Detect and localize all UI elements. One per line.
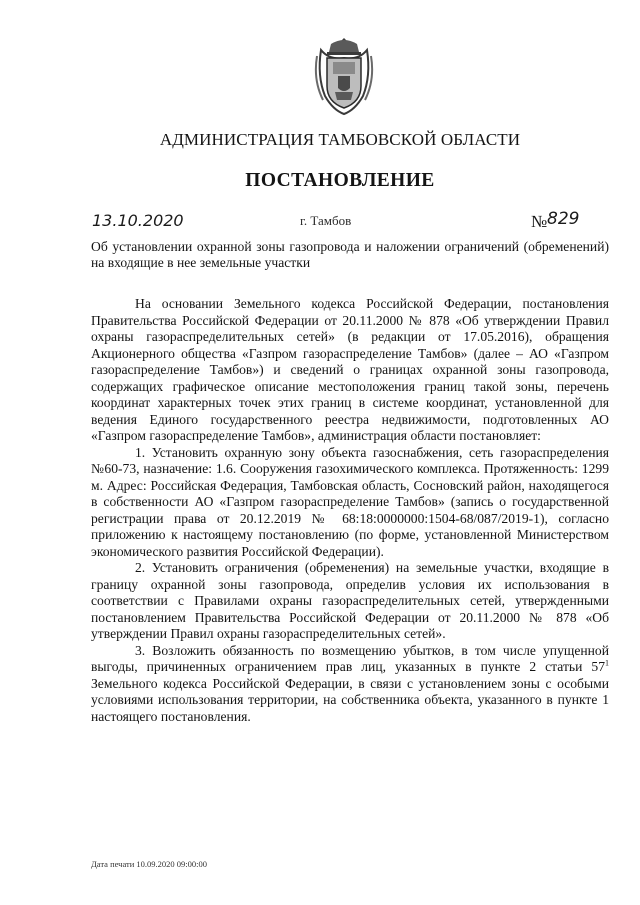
- document-body: [91, 296, 609, 725]
- item-3-paragraph: [91, 643, 609, 726]
- preamble-paragraph: На основании Земельного кодекса Российской Федерации, постановления Правительства Российской Федерации от 20.11.2000 № 878 «Об утверждении Правил охраны газораспределительных сетей» (в редакции от 17.05.2016), обращения Акционерного общества «Газпром газораспределение Тамбов» (далее – АО «Газпром газораспределение Тамбов») и сведений о границах охранной зоны газопровода, содержащих графическое описание местоположения границ такой зоны, перечень координат характерных точек этих границ в системе координат, установленной для ведения Единого государственного реестра недвижимости, подготовленных АО «Газпром газораспределение Тамбов», администрация области постановляет:: [91, 296, 609, 443]
- document-number: 829: [547, 209, 580, 229]
- document-city: г. Тамбов: [300, 213, 352, 228]
- number-label: №: [531, 212, 548, 231]
- document-type: ПОСТАНОВЛЕНИЕ: [245, 170, 435, 191]
- item-3-superscript: 1: [605, 658, 609, 668]
- print-date: Дата печати 10.09.2020 09:00:00: [91, 859, 207, 869]
- item-2-paragraph: 2. Установить ограничения (обременения) на земельные участки, входящие в границу охранной зоны газопровода, определив условия их использования в соответствии с Правилами охраны газораспределительных сетей, утвержденными постановлением Правительства Российской Федерации от 20.11.2000 № 878 «Об утверждении Правил охраны газораспределительных сетей».: [91, 560, 609, 641]
- document-date: 13.10.2020: [92, 211, 184, 230]
- item-3-text-a: 3. Возложить обязанность по возмещению убытков, в том числе упущенной выгоды, причиненных ограничением прав лиц, указанных в пункте 2 статьи 57: [91, 642, 609, 674]
- item-3-text-b: Земельного кодекса Российской Федерации, в связи с установлением зоны с особыми условиями использования территории, на собственника объекта, указанного в пункте 1 настоящего постановления.: [91, 675, 609, 724]
- document-subject: Об установлении охранной зоны газопровода и наложении ограничений (обременений) на входящие в нее земельные участки: [91, 239, 609, 270]
- organization-name: АДМИНИСТРАЦИЯ ТАМБОВСКОЙ ОБЛАСТИ: [159, 130, 521, 149]
- coat-of-arms-icon: [313, 36, 375, 118]
- item-1-paragraph: 1. Установить охранную зону объекта газоснабжения, сеть газораспределения №60-73, назначение: 1.6. Сооружения газохимического комплекса. Протяженность: 1299 м. Адрес: Российская Федерация, Тамбовская область, Сосновский район, находящегося в собственности АО «Газпром газораспределение Тамбов» (запись о государственной регистрации права от 20.12.2019 № 68:18:0000000:1504-68/087/2019-1), согласно приложению к настоящему постановлению (по форме, установленной Министерством экономического развития Российской Федерации).: [91, 444, 609, 559]
